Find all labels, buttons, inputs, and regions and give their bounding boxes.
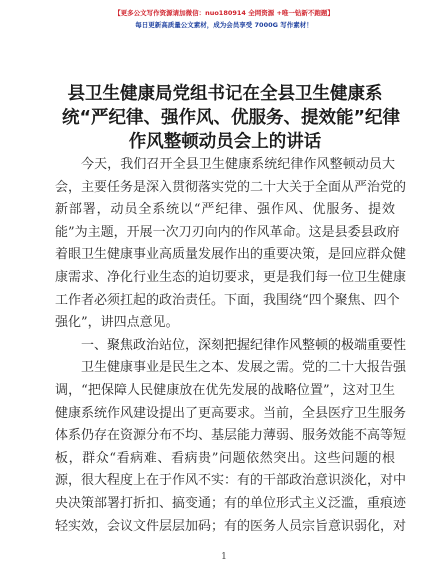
promo-line-membership: 每日更新高质量公文素材，成为会员享受 7000G 写作素材！ (135, 21, 313, 29)
section-heading: 一、聚焦政治站位，深刻把握纪律作风整顿的极端重要性 (81, 337, 407, 353)
body-line: 健康系统作风建设提出了更高要求。当前，全县医疗卫生服务 (55, 405, 407, 421)
body-line: 着眼卫生健康事业高质量发展作出的重要决策，是回应群众健 (55, 247, 407, 263)
body-line: 板，群众“看病难、看病贵”问题依然突出。这些问题的根 (55, 450, 395, 466)
title-line: 县卫生健康局党组书记在全县卫生健康系 (67, 84, 383, 104)
body-line: 能”为主题，开展一次刀刃向内的作风革命。这是县委县政府 (55, 224, 400, 240)
body-line: 新部署，动员全系统以“严纪律、强作风、优服务、提效 (55, 202, 395, 218)
body-line: 体系仍存在资源分布不均、基层能力薄弱、服务效能不高等短 (55, 428, 407, 444)
body-line: 央决策部署打折扣、搞变通；有的单位形式主义泛滥，重痕迹 (55, 495, 407, 511)
title-line: 作风整顿动员会上的讲话 (128, 132, 322, 152)
body-line: 强化”，讲四点意见。 (55, 315, 179, 331)
title-line: 统“严纪律、强作风、优服务、提效能”纪律 (62, 108, 401, 128)
body-line: 源，很大程度上在于作风不实：有的干部政治意识淡化，对中 (55, 473, 407, 489)
promo-line-wechat: 【更多公文写作资源请加微信：nuo180914 全网资源 +唯一钻新不跑题】 (114, 9, 334, 17)
body-line: 康需求、净化行业生态的迫切要求，更是我们每一位卫生健康 (55, 269, 407, 285)
body-line: 轻实效，会议文件层层加码；有的医务人员宗旨意识弱化，对 (55, 518, 407, 534)
body-line: 调，“把保障人民健康放在优先发展的战略位置”，这对卫生 (55, 382, 395, 398)
document-body (55, 154, 407, 538)
document-title (62, 82, 401, 154)
page-number: 1 (221, 552, 227, 562)
body-line: 会，主要任务是深入贯彻落实党的二十大关于全面从严治党的 (55, 179, 407, 195)
body-line: 卫生健康事业是民生之本、发展之需。党的二十大报告强 (81, 360, 407, 376)
body-line: 今天，我们召开全县卫生健康系统纪律作风整顿动员大 (81, 157, 395, 172)
body-line: 工作者必须扛起的政治责任。下面，我围绕“四个聚焦、四个 (55, 292, 400, 308)
promo-banner (0, 8, 448, 30)
